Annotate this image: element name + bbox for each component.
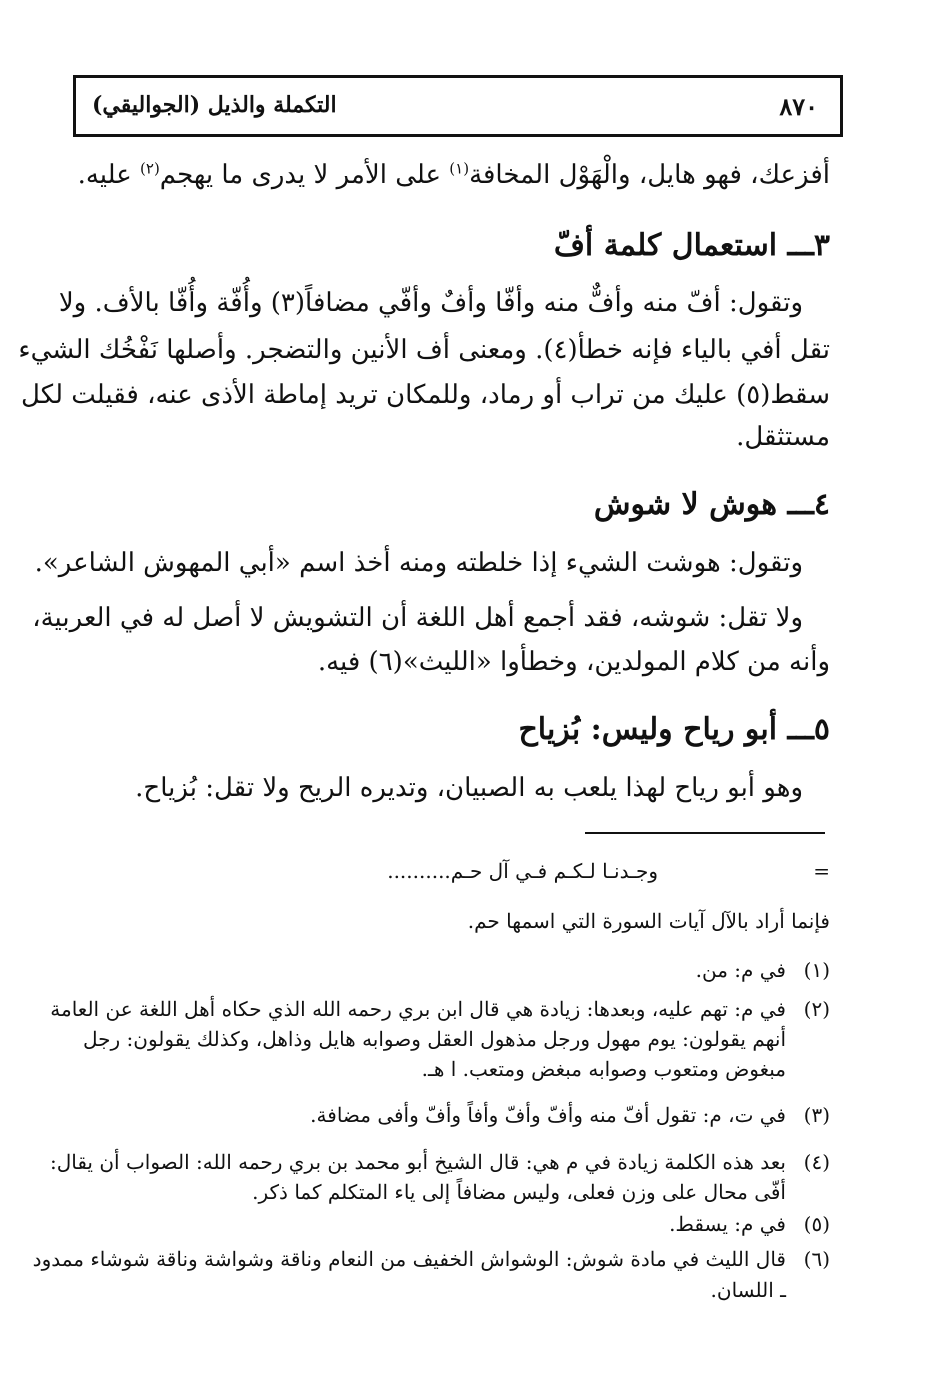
body-text: أفزعك، فهو هايل، والْهَوْل المخافة (469, 160, 830, 190)
body-text: عليه. (77, 160, 141, 190)
footnote-line: في ت، م: تقول أفّ منه وأفّ وأفّ وأفاً وأفّ وأفى مضافة. (310, 1103, 786, 1127)
footnote-line: ـ اللسان. (710, 1278, 786, 1302)
footnote-number: (٣) (803, 1103, 830, 1127)
footnote-ref: (١) (449, 159, 470, 178)
footnote-separator (585, 832, 825, 834)
verse-line: وجـدنـا لـكـم فـي آل حـم.......... (387, 859, 658, 883)
body-line: ولا تقل: شوشه، فقد أجمع أهل اللغة أن التشويش لا أصل له في العربية، (32, 603, 803, 633)
running-title: التكملة والذيل (الجواليقي) (92, 92, 337, 118)
body-line: وتقول: هوشت الشيء إذا خلطته ومنه أخذ اسم «أبي المهوش الشاعر». (34, 548, 803, 578)
section-heading-4: ٤ـــ هوش لا شوش (593, 487, 830, 522)
footnote-line: في م: يسقط. (669, 1212, 786, 1236)
section-heading-5: ٥ـــ أبو رياح وليس: بُزياح (518, 712, 830, 747)
body-line: وتقول: أفّ منه وأفٌّ منه وأفّا وأفٌ وأفّي مضافاً(٣) وأُفّة وأُفّا بالأف. ولا (58, 288, 803, 318)
footnote-line: فإنما أراد بالآل آيات السورة التي اسمها حم. (467, 909, 830, 933)
body-line: وهو أبو رياح لهذا يلعب به الصبيان، وتديره الريح ولا تقل: بُزياح. (135, 773, 803, 803)
footnote-number: (٦) (803, 1247, 830, 1271)
continuation-mark: = (813, 859, 830, 883)
body-line: مستثقل. (736, 422, 830, 452)
body-line: سقط(٥) عليك من تراب أو رماد، وللمكان تريد إماطة الأذى عنه، فقيلت لكل (21, 380, 830, 410)
footnote-line: في م: تهم عليه، وبعدها: زيادة هي قال ابن بري رحمه الله الذي حكاه أهل اللغة عن العامة (50, 997, 786, 1021)
body-line: تقل أفي بالياء فإنه خطأ(٤). ومعنى أف الأنين والتضجر. وأصلها نَفْخُك الشيء (18, 335, 830, 365)
body-text: على الأمر لا يدرى ما يهجم (159, 160, 450, 190)
footnote-number: (١) (803, 958, 830, 982)
footnote-number: (٤) (803, 1150, 830, 1174)
section-heading-3: ٣ـــ استعمال كلمة أفّ (553, 228, 830, 263)
footnote-line: مبغوض ومتعوب وصوابه مبغض ومتعب. ا هـ. (421, 1057, 786, 1081)
body-line-top (72, 155, 830, 195)
footnote-line: في م: من. (695, 958, 786, 982)
page-header (73, 75, 843, 137)
footnote-line: بعد هذه الكلمة زيادة في م هي: قال الشيخ أبو محمد بن بري رحمه الله: الصواب أن يقال: (49, 1150, 786, 1174)
body-line: وأنه من كلام المولدين، وخطأوا «الليث»(٦) فيه. (317, 647, 830, 677)
footnote-line: أفّى محال على وزن فعلى، وليس مضافاً إلى ياء المتكلم كما ذكر. (252, 1180, 786, 1204)
page-number: ٨٧٠ (779, 92, 818, 121)
footnote-line: أنهم يقولون: يوم مهول ورجل مذهول العقل وصوابه هايل وذاهل، وكذلك يقولون: رجل (83, 1027, 786, 1051)
footnote-number: (٥) (803, 1212, 830, 1236)
footnote-ref: (٢) (140, 159, 160, 178)
footnote-number: (٢) (803, 997, 830, 1021)
footnote-line: قال الليث في مادة شوش: الوشواش الخفيف من النعام وناقة وشواشة وناقة شوشاء ممدود (32, 1247, 786, 1271)
